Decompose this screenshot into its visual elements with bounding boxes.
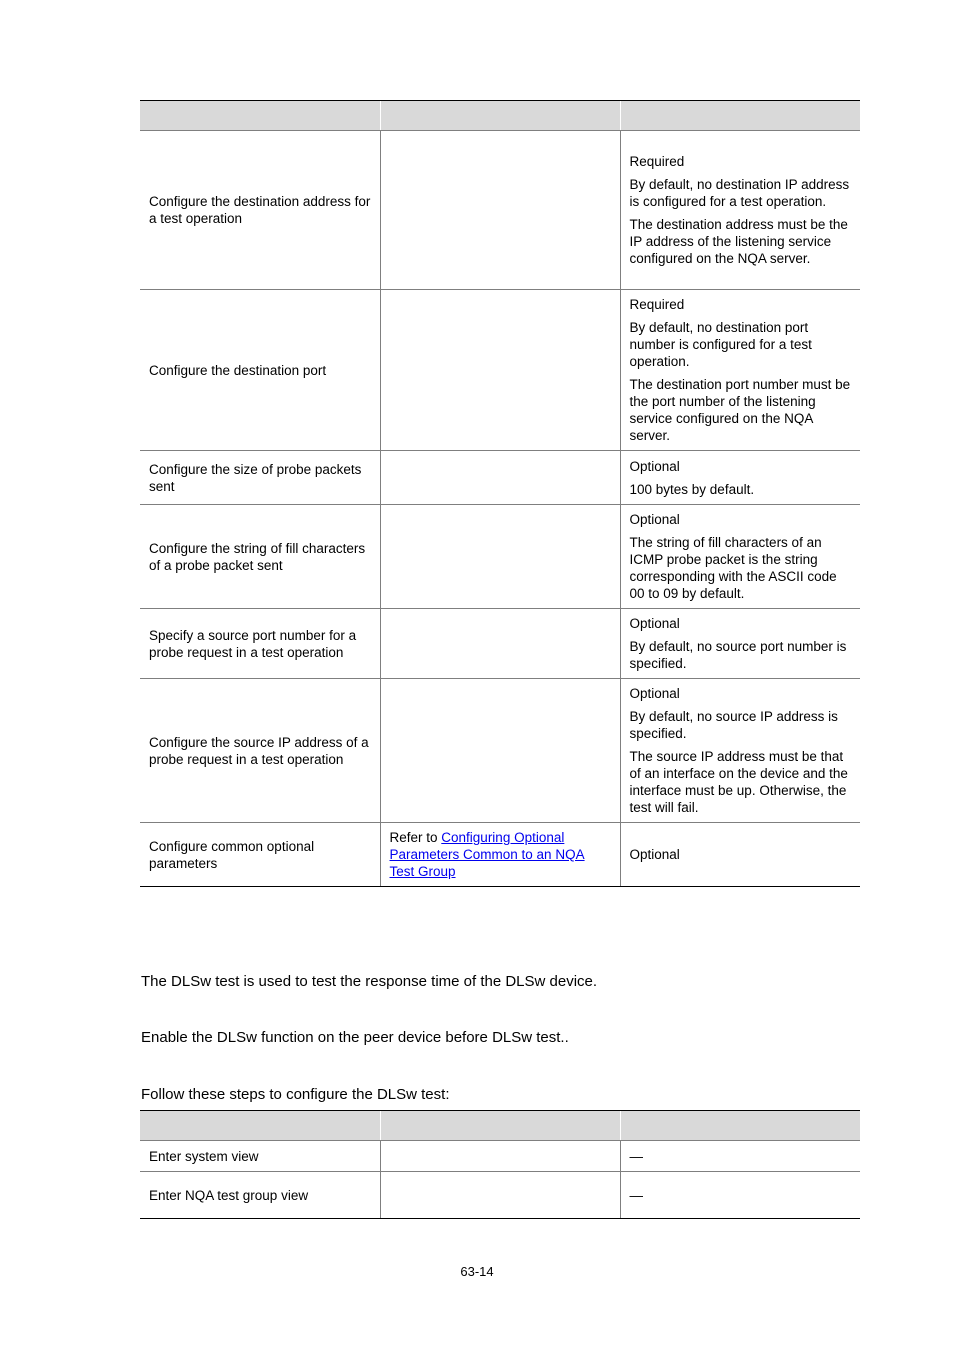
row-command: [380, 679, 620, 823]
row-command: [380, 505, 620, 609]
remark-line: The source IP address must be that of an interface on the device and the interface must be up. Otherwise, the test will fail.: [629, 749, 848, 815]
row-command: [380, 1141, 620, 1172]
row-description: Configure common optional parameters: [140, 823, 380, 887]
row-remarks: —: [620, 1172, 860, 1219]
row-remarks: [620, 290, 860, 451]
row-remarks: [620, 505, 860, 609]
row-command: [380, 823, 620, 887]
remark-line: Optional: [629, 847, 680, 862]
header-cell-operation: [140, 101, 380, 131]
row-description: Configure the source IP address of a probe request in a test operation: [140, 679, 380, 823]
remark-line: By default, no destination port number is configured for a test operation.: [629, 320, 812, 369]
remark-line: Optional: [629, 458, 680, 474]
prerequisite-paragraph: Enable the DLSw function on the peer device before DLSw test..: [141, 1029, 569, 1046]
row-remarks: [620, 609, 860, 679]
command-prefix: Refer to: [389, 830, 442, 845]
row-command: [380, 131, 620, 290]
remark-line: By default, no source port number is specified.: [629, 639, 847, 671]
row-remarks: [620, 823, 860, 887]
table-row: [140, 1141, 860, 1172]
row-remarks: [620, 451, 860, 505]
row-description: Enter NQA test group view: [140, 1172, 380, 1219]
remark-line: The destination address must be the IP address of the listening service configured on the NQA server.: [629, 217, 848, 266]
steps-lead-paragraph: Follow these steps to configure the DLSw test:: [141, 1086, 450, 1103]
page-number: 63-14: [460, 1264, 494, 1279]
row-command: [380, 609, 620, 679]
remark-line: Required: [629, 297, 685, 312]
header-cell-remarks: [620, 101, 860, 131]
remark-line: Optional: [629, 686, 680, 701]
remark-line: By default, no destination IP address is configured for a test operation.: [629, 177, 850, 209]
row-description: Enter system view: [140, 1141, 380, 1172]
row-description: Configure the size of probe packets sent: [140, 451, 380, 505]
remark-line: The string of fill characters of an ICMP probe packet is the string corresponding with the ASCII code 00 to 09 by default.: [629, 535, 837, 601]
remark-line: 100 bytes by default.: [629, 481, 755, 497]
dlsw-steps-table: [140, 1110, 860, 1219]
row-description: Specify a source port number for a probe request in a test operation: [140, 609, 380, 679]
row-command: [380, 1172, 620, 1219]
table-row: [140, 131, 860, 290]
table-row: [140, 451, 860, 505]
header-cell-command: [380, 1111, 620, 1141]
row-remarks: [620, 679, 860, 823]
intro-paragraph: The DLSw test is used to test the response time of the DLSw device.: [141, 973, 598, 990]
configuring-optional-parameters-link[interactable]: Configuring Optional Parameters Common to an NQA Test Group: [389, 830, 585, 879]
remark-line: Required: [629, 154, 685, 169]
row-command: [380, 290, 620, 451]
table-row: [140, 609, 860, 679]
row-remarks: —: [620, 1141, 860, 1172]
nqa-config-table: [140, 100, 860, 887]
table-header-row: [140, 101, 860, 131]
row-description: Configure the string of fill characters of a probe packet sent: [140, 505, 380, 609]
row-description: Configure the destination port: [140, 290, 380, 451]
header-cell-remarks: [620, 1111, 860, 1141]
table-row: [140, 823, 860, 887]
remark-line: The destination port number must be the port number of the listening service configured on the NQA server.: [629, 377, 851, 443]
header-cell-command: [380, 101, 620, 131]
table-row: [140, 290, 860, 451]
header-cell-operation: [140, 1111, 380, 1141]
row-command: [380, 451, 620, 505]
table-header-row: [140, 1111, 860, 1141]
table-row: [140, 679, 860, 823]
table-row: [140, 505, 860, 609]
remark-line: By default, no source IP address is specified.: [629, 709, 838, 741]
remark-line: Optional: [629, 616, 680, 631]
table-row: [140, 1172, 860, 1219]
row-remarks: [620, 131, 860, 290]
remark-line: Optional: [629, 512, 680, 527]
row-description: Configure the destination address for a test operation: [140, 131, 380, 290]
